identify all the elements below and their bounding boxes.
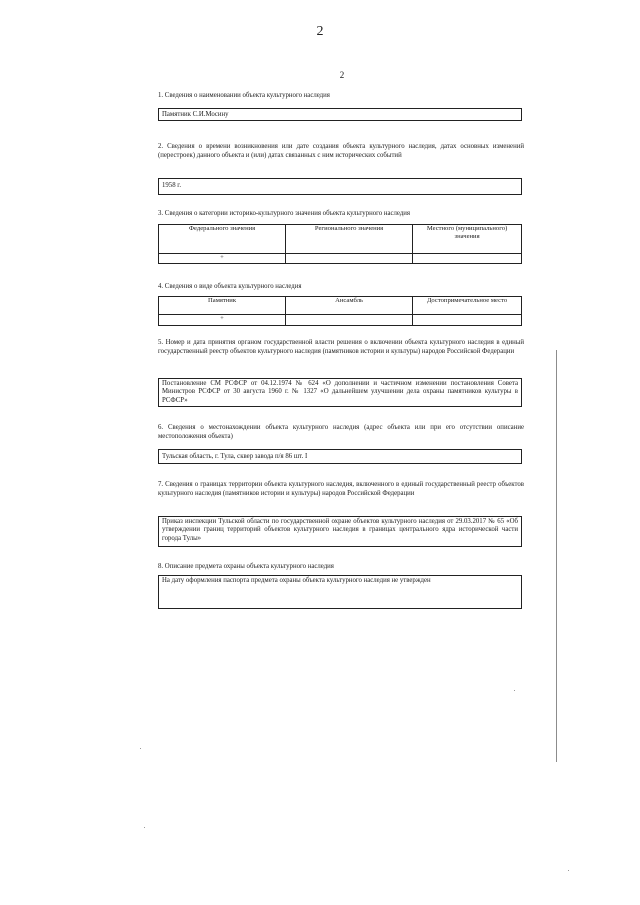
type-mark-landmark bbox=[413, 315, 522, 326]
type-header-monument: Памятник bbox=[159, 297, 286, 315]
scan-speck bbox=[568, 870, 569, 871]
type-header-landmark: Достопримечательное место bbox=[413, 297, 522, 315]
section-2-value-box: 1958 г. bbox=[158, 178, 522, 195]
type-mark-ensemble bbox=[286, 315, 413, 326]
section-7-value-box: Приказ инспекции Тульской области по государственной охране объектов культурного наследия от 29.03.2017 № 65 «Об утверждении границ территорий объектов культурного наследия в границах центрального ядра исторической части города Тулы» bbox=[158, 516, 522, 547]
section-1-value-box: Памятник С.И.Мосину bbox=[158, 108, 522, 121]
section-5-value-box: Постановление СМ РСФСР от 04.12.1974 № 624 «О дополнении и частичном изменении постановления Совета Министров РСФСР от 30 августа 1960 г. № 1327 «О дальнейшем улучшении дела охраны памятников культуры в РСФСР» bbox=[158, 378, 522, 407]
type-table bbox=[158, 296, 522, 326]
section-6-title: 6. Сведения о местонахождении объекта культурного наследия (адрес объекта или при его отсутствии описание местоположения объекта) bbox=[158, 424, 524, 440]
section-7-title: 7. Сведения о границах территории объекта культурного наследия, включенного в единый государственный реестр объектов культурного наследия (памятников истории и культуры) народов Российской Федерации bbox=[158, 481, 524, 497]
document-page-number: 2 bbox=[339, 70, 345, 80]
type-header-ensemble: Ансамбль bbox=[286, 297, 413, 315]
category-header-regional: Регионального значения bbox=[286, 225, 413, 254]
category-header-federal: Федерального значения bbox=[159, 225, 286, 254]
section-1-title: 1. Сведения о наименовании объекта культурного наследия bbox=[158, 92, 330, 99]
scan-speck bbox=[514, 690, 515, 691]
section-4-title: 4. Сведения о виде объекта культурного наследия bbox=[158, 283, 302, 290]
category-mark-federal: + bbox=[159, 254, 286, 264]
section-8-title: 8. Описание предмета охраны объекта культурного наследия bbox=[158, 563, 334, 570]
category-mark-regional bbox=[286, 254, 413, 264]
type-mark-monument: + bbox=[159, 315, 286, 326]
section-5-title: 5. Номер и дата принятия органом государственной власти решения о включении объекта культурного наследия в единый государственный реестр объектов культурного наследия (памятников истории и культуры) народов Российской Федерации bbox=[158, 339, 524, 355]
scan-speck bbox=[140, 748, 141, 749]
category-header-local: Местного (муниципального) значения bbox=[413, 225, 522, 254]
category-mark-local bbox=[413, 254, 522, 264]
section-6-value-box: Тульская область, г. Тула, сквер завода п/я 86 шт. I bbox=[158, 449, 522, 464]
outer-page-number: 2 bbox=[316, 24, 324, 39]
scan-edge-line bbox=[556, 350, 557, 762]
section-8-value-box: На дату оформления паспорта предмета охраны объекта культурного наследия не утвержден bbox=[158, 575, 522, 609]
scan-speck bbox=[144, 827, 145, 828]
section-3-title: 3. Сведения о категории историко-культурного значения объекта культурного наследия bbox=[158, 210, 411, 217]
category-table bbox=[158, 224, 522, 264]
section-2-title: 2. Сведения о времени возникновения или дате создания объекта культурного наследия, датах основных изменений (перестроек) данного объекта и (или) датах связанных с ним исторических событий bbox=[158, 143, 524, 159]
